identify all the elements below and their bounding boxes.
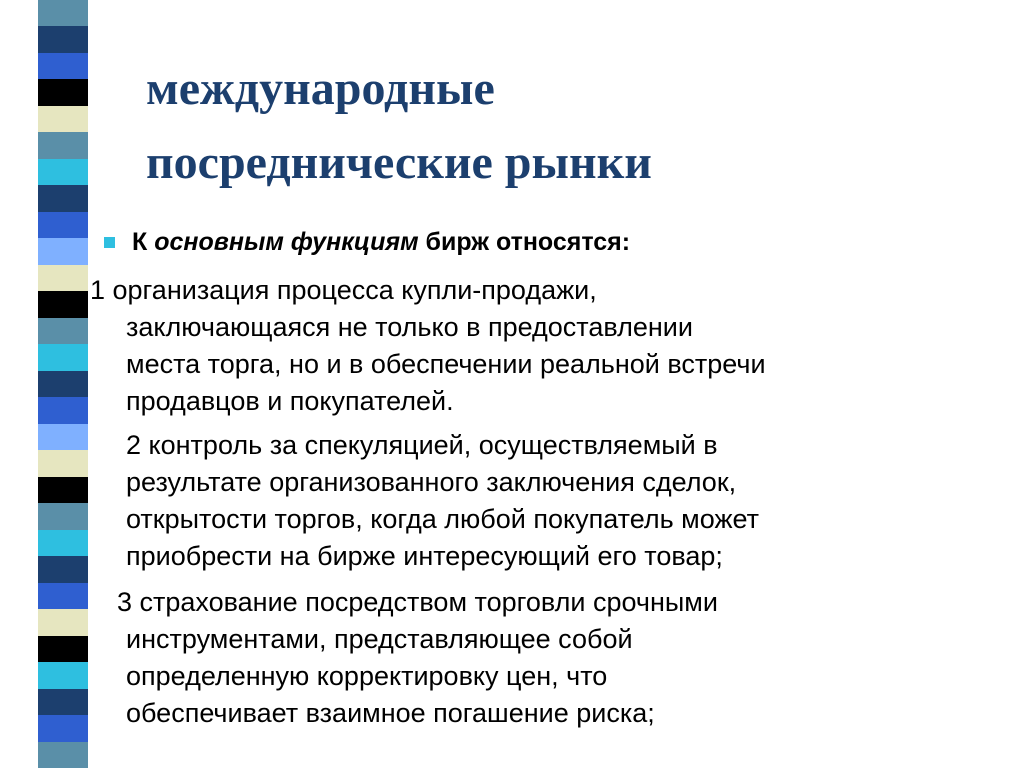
stripe-segment	[38, 583, 88, 610]
intro-line	[132, 228, 630, 257]
item-line: инструментами, представляющее собой	[126, 624, 633, 654]
stripe-segment	[38, 0, 88, 27]
square-bullet-icon	[104, 237, 115, 248]
stripe-segment	[38, 212, 88, 239]
stripe-segment	[38, 397, 88, 424]
item-line: места торга, но и в обеспечении реальной встречи	[126, 349, 766, 379]
stripe-segment	[38, 689, 88, 716]
stripe-segment	[38, 609, 88, 636]
stripe-segment	[38, 238, 88, 265]
stripe-segment	[38, 530, 88, 557]
stripe-segment	[38, 185, 88, 212]
stripe-segment	[38, 159, 88, 186]
stripe-segment	[38, 450, 88, 477]
stripe-segment	[38, 318, 88, 345]
stripe-segment	[38, 424, 88, 451]
title-line: международные	[146, 62, 495, 115]
stripe-segment	[38, 556, 88, 583]
intro-prefix: К	[132, 228, 148, 256]
item-line: заключающаяся не только в предоставлении	[126, 312, 693, 342]
item-line: результате организованного заключения сделок,	[126, 467, 737, 497]
stripe-segment	[38, 662, 88, 689]
title-line: посреднические рынки	[146, 136, 652, 189]
function-item-3	[117, 584, 718, 732]
stripe-segment	[38, 132, 88, 159]
stripe-segment	[38, 715, 88, 742]
item-line: продавцов и покупателей.	[126, 386, 454, 416]
item-line: открытости торгов, когда любой покупатель может	[126, 504, 759, 534]
item-line: определенную корректировку цен, что	[126, 661, 608, 691]
stripe-segment	[38, 291, 88, 318]
stripe-segment	[38, 503, 88, 530]
function-item-2	[126, 427, 759, 575]
item-line: 2 контроль за спекуляцией, осуществляемый в	[126, 430, 718, 460]
item-line: 3 страхование посредством торговли срочными	[117, 587, 718, 617]
stripe-segment	[38, 265, 88, 292]
intro-suffix: бирж относятся:	[425, 228, 631, 256]
item-line: обеспечивает взаимное погашение риска;	[126, 698, 655, 728]
stripe-segment	[38, 79, 88, 106]
intro-emphasis: основным функциям	[154, 228, 419, 256]
item-line: приобрести на бирже интересующий его товар;	[126, 541, 723, 571]
stripe-segment	[38, 371, 88, 398]
stripe-segment	[38, 106, 88, 133]
stripe-segment	[38, 477, 88, 504]
stripe-segment	[38, 53, 88, 80]
item-line: 1 организация процесса купли-продажи,	[90, 275, 597, 305]
slide-title	[146, 52, 652, 200]
stripe-segment	[38, 636, 88, 663]
decorative-stripe-bar	[38, 0, 88, 768]
stripe-segment	[38, 742, 88, 768]
stripe-segment	[38, 344, 88, 371]
stripe-segment	[38, 26, 88, 53]
function-item-1	[90, 272, 766, 420]
